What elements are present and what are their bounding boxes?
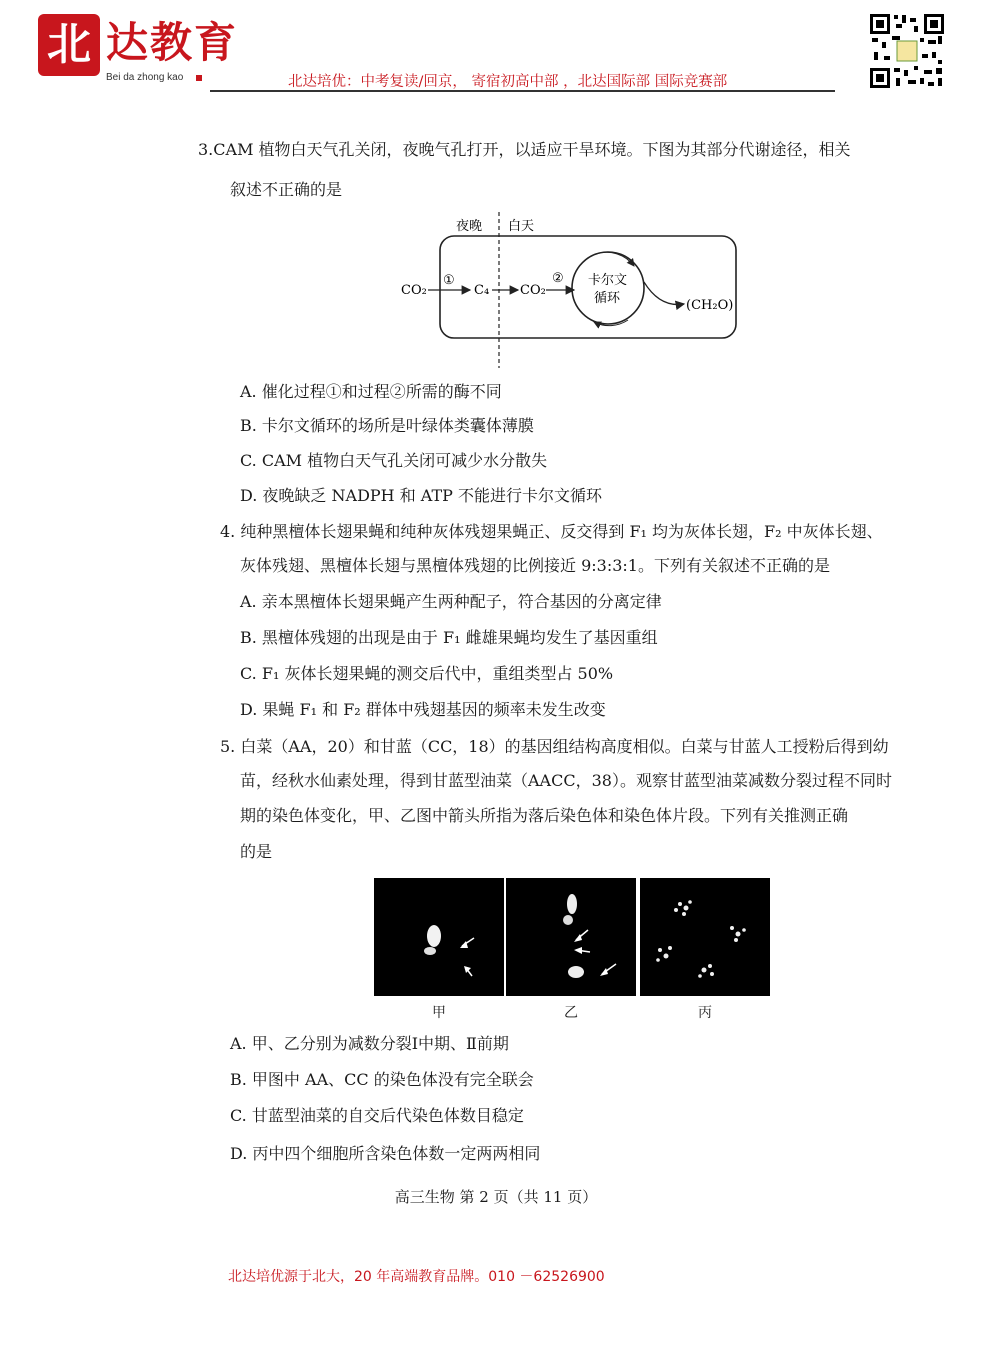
q4-stem-line2: 灰体残翅、黑檀体长翅与黑檀体残翅的比例接近 9:3:3:1。下列有关叙述不正确的是 xyxy=(240,556,830,575)
label-co2-left: CO₂ xyxy=(401,283,427,298)
footer-brand: 北达培优源于北大，20 年高端教育品牌。010 －62526900 xyxy=(228,1269,605,1285)
panel-label-bing: 丙 xyxy=(698,1005,712,1021)
logo-english: Bei da zhong kao xyxy=(106,72,184,83)
label-calvin-2: 循环 xyxy=(594,291,621,306)
q5-stem-line4: 的是 xyxy=(240,842,273,861)
arrow-to-product xyxy=(644,282,684,305)
q3-option-c: C. CAM 植物白天气孔关闭可减少水分散失 xyxy=(240,451,548,470)
logo-square-icon xyxy=(196,75,202,81)
q5-stem-line3: 期的染色体变化，甲、乙图中箭头所指为落后染色体和染色体片段。下列有关推测正确 xyxy=(240,806,849,825)
q3-stem-line1: 3.CAM 植物白天气孔关闭，夜晚气孔打开，以适应干旱环境。下图为其部分代谢途径，相关 xyxy=(198,140,851,159)
label-day: 白天 xyxy=(508,219,535,234)
q5-option-d: D. 丙中四个细胞所含染色体数一定两两相同 xyxy=(230,1144,541,1163)
label-night: 夜晚 xyxy=(456,219,483,234)
page-number: 高三生物 第 2 页（共 11 页） xyxy=(394,1188,598,1206)
q5-stem-line1: 5. 白菜（AA，20）和甘蓝（CC，18）的基因组结构高度相似。白菜与甘蓝人工授粉后得到幼 xyxy=(220,737,889,756)
micrograph-jia xyxy=(374,878,504,996)
q5-option-c: C. 甘蓝型油菜的自交后代染色体数目稳定 xyxy=(230,1106,524,1125)
q3-option-b: B. 卡尔文循环的场所是叶绿体类囊体薄膜 xyxy=(240,416,534,435)
panel-label-yi: 乙 xyxy=(564,1005,578,1021)
header-divider xyxy=(210,90,835,92)
q5-stem-line2: 苗，经秋水仙素处理，得到甘蓝型油菜（AACC，38）。观察甘蓝型油菜减数分裂过程不同时 xyxy=(240,771,892,790)
label-step1: ① xyxy=(443,273,455,288)
logo-text: 达教育 xyxy=(106,18,239,67)
q4-option-c: C. F₁ 灰体长翅果蝇的测交后代中，重组类型占 50% xyxy=(240,664,614,683)
q4-option-a: A. 亲本黑檀体长翅果蝇产生两种配子，符合基因的分离定律 xyxy=(240,592,662,611)
q4-stem-line1: 4. 纯种黑檀体长翅果蝇和纯种灰体残翅果蝇正、反交得到 F₁ 均为灰体长翅，F₂ 中灰体长翅、 xyxy=(220,522,883,541)
label-step2: ② xyxy=(552,271,564,286)
calvin-cycle-circle xyxy=(572,252,644,324)
label-calvin-1: 卡尔文 xyxy=(588,273,628,288)
micrograph-bing xyxy=(640,878,770,996)
panel-label-jia: 甲 xyxy=(432,1005,446,1021)
logo-char: 北 xyxy=(47,19,91,70)
q5-option-b: B. 甲图中 AA、CC 的染色体没有完全联会 xyxy=(230,1070,534,1089)
micrograph-yi xyxy=(506,878,636,996)
cam-pathway-diagram xyxy=(398,212,748,368)
q4-option-d: D. 果蝇 F₁ 和 F₂ 群体中残翅基因的频率未发生改变 xyxy=(240,700,606,719)
qr-code-icon xyxy=(868,12,946,90)
q4-option-b: B. 黑檀体残翅的出现是由于 F₁ 雌雄果蝇均发生了基因重组 xyxy=(240,628,658,647)
q3-stem-line2: 叙述不正确的是 xyxy=(230,180,343,199)
q5-option-a: A. 甲、乙分别为减数分裂Ⅰ中期、Ⅱ前期 xyxy=(230,1034,509,1053)
header-slogan: 北达培优：中考复读/回京， 寄宿初高中部 ，北达国际部 国际竞赛部 xyxy=(288,74,728,90)
label-product: (CH₂O) xyxy=(686,298,734,313)
q3-option-a: A. 催化过程①和过程②所需的酶不同 xyxy=(240,382,502,401)
label-co2-right: CO₂ xyxy=(520,283,546,298)
label-c4: C₄ xyxy=(474,283,490,298)
q3-option-d: D. 夜晚缺乏 NADPH 和 ATP 不能进行卡尔文循环 xyxy=(240,486,602,505)
